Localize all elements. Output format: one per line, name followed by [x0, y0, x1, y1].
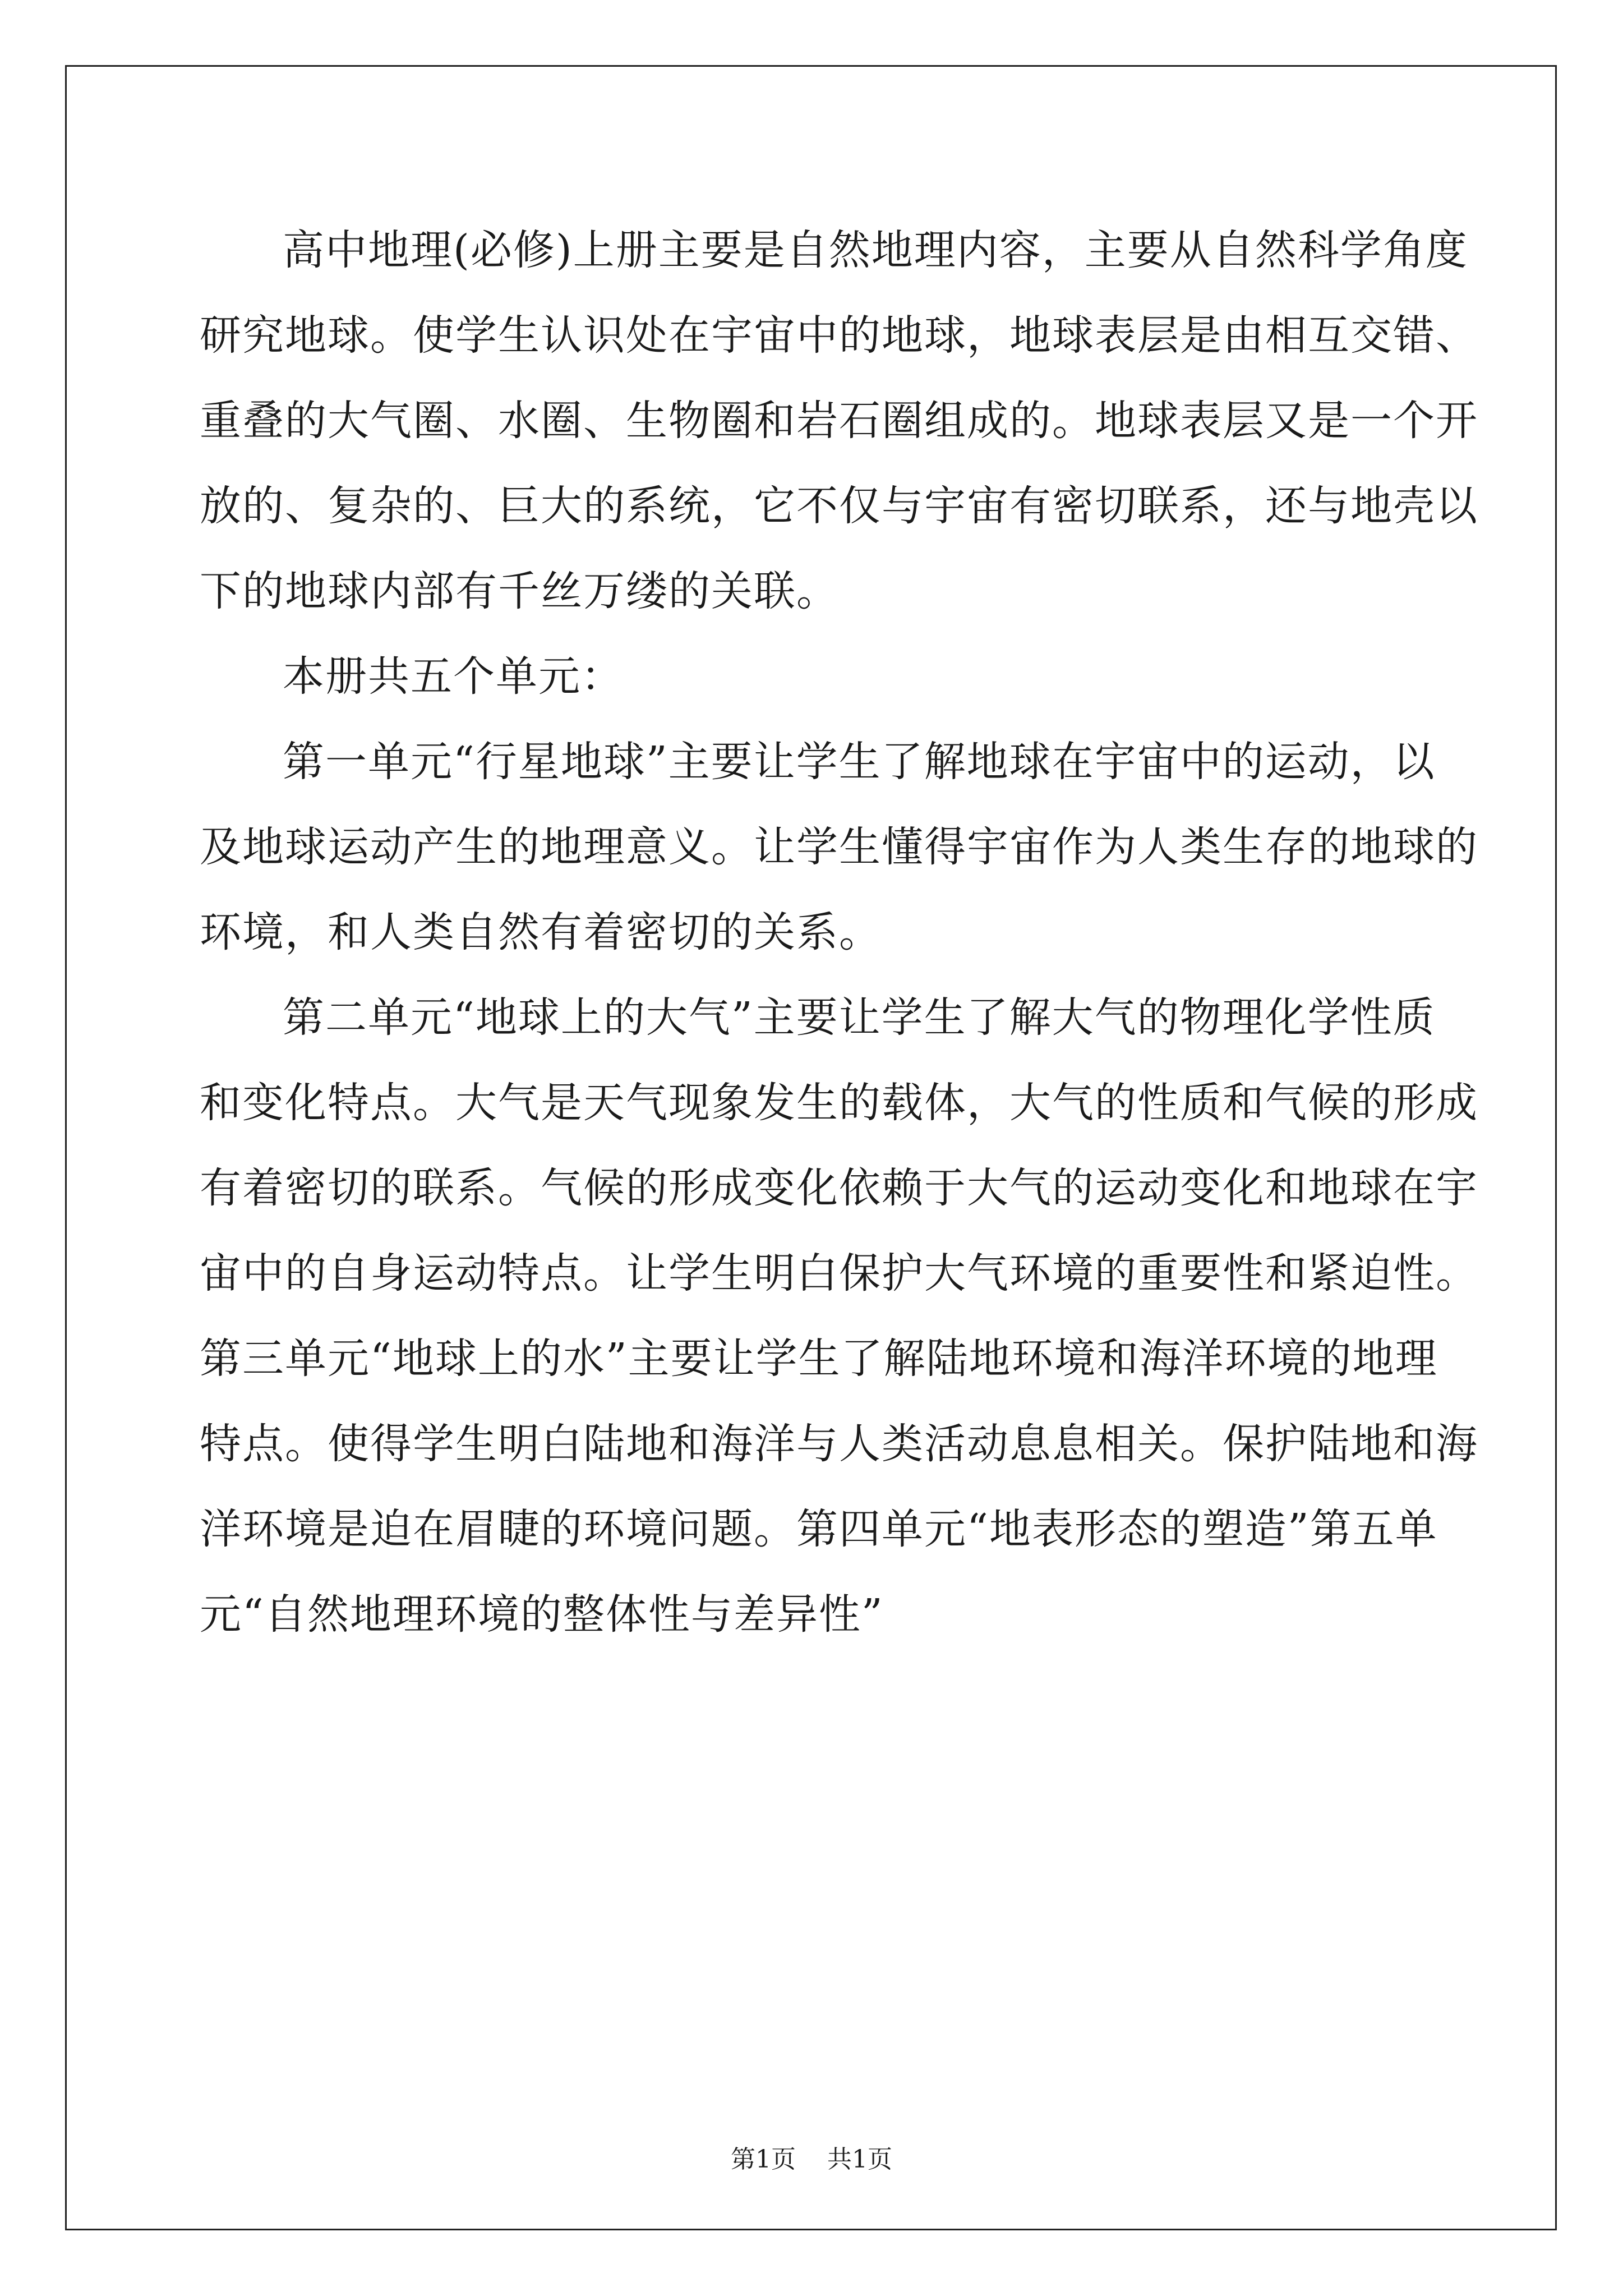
- text-line: 第三单元“地球上的水”主要让学生了解陆地环境和海洋环境的地理: [200, 1335, 1438, 1383]
- text-line: 及地球运动产生的地理意义。让学生懂得宇宙作为人类生存的地球的: [200, 823, 1478, 871]
- text-line: 元“自然地理环境的整体性与差异性”: [200, 1590, 884, 1639]
- text-line: 第一单元“行星地球”主要让学生了解地球在宇宙中的运动，以: [283, 738, 1436, 786]
- text-line: 有着密切的联系。气候的形成变化依赖于大气的运动变化和地球在宇: [200, 1164, 1478, 1212]
- document-body: [200, 208, 1478, 1657]
- text-line: 和变化特点。大气是天气现象发生的载体，大气的性质和气候的形成: [200, 1079, 1478, 1127]
- text-line: 洋环境是迫在眉睫的环境问题。第四单元“地表形态的塑造”第五单: [200, 1505, 1438, 1553]
- text-line: 放的、复杂的、巨大的系统，它不仅与宇宙有密切联系，还与地壳以: [200, 482, 1478, 530]
- text-line: 环境，和人类自然有着密切的关系。: [200, 908, 882, 956]
- text-line: 本册共五个单元：: [283, 652, 624, 701]
- page-number-footer: 第1页 共1页: [731, 2145, 892, 2174]
- text-line: 重叠的大气圈、水圈、生物圈和岩石圈组成的。地球表层又是一个开: [200, 397, 1478, 445]
- text-line: 研究地球。使学生认识处在宇宙中的地球，地球表层是由相互交错、: [200, 311, 1478, 360]
- text-line: 宙中的自身运动特点。让学生明白保护大气环境的重要性和紧迫性。: [200, 1249, 1478, 1297]
- text-line: 下的地球内部有千丝万缕的关联。: [200, 567, 839, 615]
- text-line: 高中地理(必修)上册主要是自然地理内容，主要从自然科学角度: [283, 226, 1468, 274]
- text-line: 第二单元“地球上的大气”主要让学生了解大气的物理化学性质: [283, 993, 1436, 1042]
- text-line: 特点。使得学生明白陆地和海洋与人类活动息息相关。保护陆地和海: [200, 1420, 1478, 1468]
